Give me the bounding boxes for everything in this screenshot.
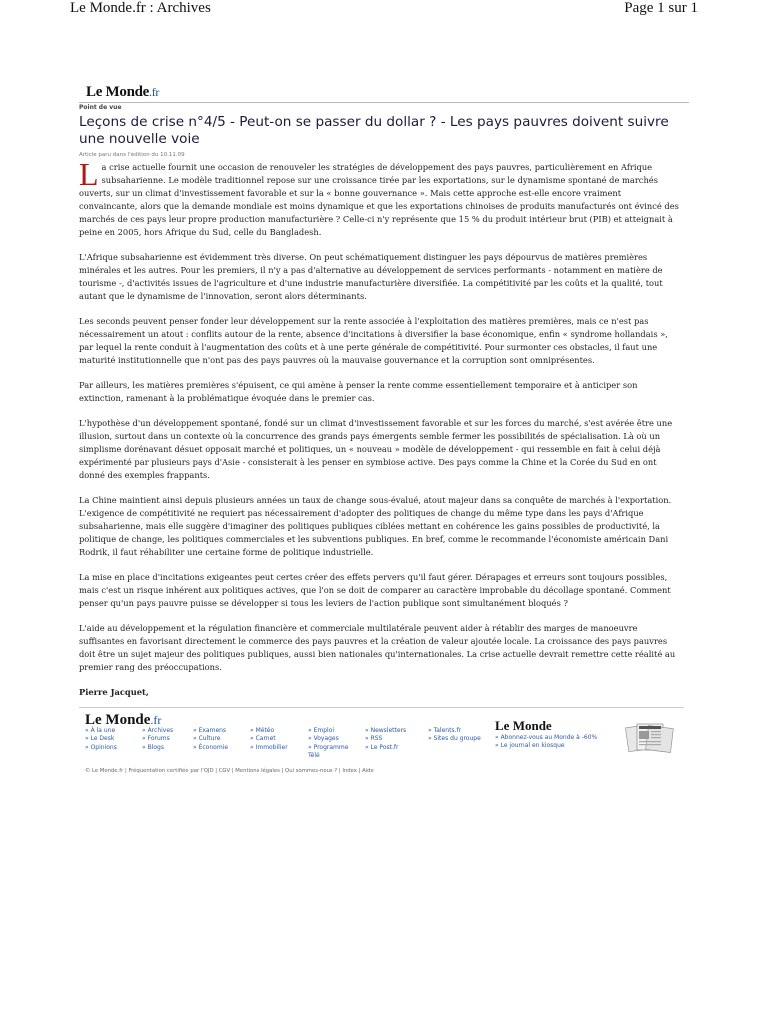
footer-link[interactable]: » Forums	[142, 735, 170, 743]
footer-logo-main: Le Monde	[85, 712, 151, 728]
newspaper-stack-icon	[625, 720, 675, 754]
footer-link[interactable]: » Blogs	[142, 743, 164, 751]
subscribe-link[interactable]: » Abonnez-vous au Monde à -60%	[495, 734, 598, 741]
page-counter: Page 1 sur 1	[624, 0, 698, 16]
footer-link[interactable]: Télé	[308, 752, 320, 760]
publication-date: Article paru dans l'édition du 10.11.09	[79, 152, 185, 158]
footer-link[interactable]: » Le Post.fr	[365, 743, 399, 751]
footer-link[interactable]: » Carnet	[250, 735, 276, 743]
footer-link[interactable]: » Économie	[193, 743, 229, 751]
footer-link[interactable]: » Emploi	[308, 727, 335, 734]
footer-link[interactable]: » Newsletters	[365, 727, 407, 734]
le-monde-logo[interactable]	[86, 84, 159, 101]
print-header	[0, 0, 768, 20]
footer-column-6	[365, 727, 406, 752]
footer-link[interactable]: » Culture	[193, 735, 221, 743]
footer-link[interactable]: » Examens	[193, 727, 227, 734]
footer-link[interactable]: » Voyages	[308, 735, 339, 743]
copyright-line: © Le Monde.fr | Fréquentation certifiée par l'OJD | CGV | Mentions légales | Qui sommes-nous ? | Index | Aide	[85, 768, 374, 774]
header-divider	[79, 102, 689, 103]
article-paragraph: L'hypothèse d'un développement spontané, fondé sur un climat d'investissement favorable et sur les forces du marché, s'est avérée être une illusion, surtout dans un contexte où la concurrence des grands pays émergents semble fermer les possibilités de spécialisation. Là où un simplisme dorénavant désuet opposait marché et politiques, un « nouveau » modèle de développement - qui ressemble en fait à celui déjà expérimenté par plusieurs pays d'Asie - consisterait à les penser en symbiose active. Des pays comme la Chine et la Corée du Sud en ont donné des exemples frappants.	[79, 418, 673, 480]
logo-suffix: .fr	[149, 85, 160, 99]
footer-column-7	[428, 727, 481, 744]
article-paragraph: L'aide au développement et la régulation financière et commerciale multilatérale peuvent aider à rétablir des marges de manoeuvre suffisantes en favorisant directement le commerce des pays pauvres et la création de valeur ajoutée locale. La croissance des pays pauvres doit être un sujet majeur des politiques publiques, aussi bien nationales qu'internationales. La crise actuelle devrait remettre cette réalité au premier rang des préoccupations.	[79, 623, 676, 672]
footer-column-4	[250, 727, 288, 752]
le-monde-subscription-box	[495, 718, 597, 751]
kiosk-link[interactable]: » Le journal en kiosque	[495, 742, 565, 750]
author-signature: Pierre Jacquet,	[79, 687, 149, 698]
footer-link[interactable]: » Le Desk	[85, 735, 115, 743]
footer-link[interactable]: » Programme	[308, 743, 349, 751]
footer-column-5	[308, 727, 348, 761]
footer-logo-suffix: .fr	[150, 713, 162, 727]
article-paragraph: Par ailleurs, les matières premières s'épuisent, ce qui amène à penser la rente comme essentiellement temporaire et à anticiper son extinction, ramenant à la problématique évoquée dans le premier cas.	[79, 379, 638, 403]
footer-link[interactable]: » RSS	[365, 735, 383, 743]
footer-link[interactable]: » Talents.fr	[428, 727, 462, 734]
footer-link[interactable]: » Opinions	[85, 743, 117, 751]
article-paragraph: Les seconds peuvent penser fonder leur développement sur la rente associée à l'exploitation des matières premières, mais ce n'est pas nécessairement un atout : conflits autour de la rente, absence d'incitations à diversifier la base économique, enfin « syndrome hollandais », par lequel la rente conduit à l'augmentation des coûts et à une perte générale de compétitivité. Pour surmonter ces obstacles, il faut une maturité institutionnelle que n'ont pas des pays pauvres où la mauvaise gouvernance et la corruption sont omniprésentes.	[79, 315, 668, 365]
logo-main: Le Monde	[86, 84, 150, 100]
article-paragraph: La Chine maintient ainsi depuis plusieurs années un taux de change sous-évalué, atout majeur dans sa conquête de marchés à l'exportation. L'exigence de compétitivité ne requiert pas nécessairement d'adopter des politiques de change du même type dans les pays d'Afrique subsaharienne, mais elle suggère d'imaginer des politiques publiques ciblées mettant en cohérence les gains possibles de productivité, la politique de change, les politiques commerciales et les subventions publiques. En bref, comme le recommande l'économiste américain Dani Rodrik, il faut réhabiliter une certaine forme de politique industrielle.	[79, 494, 672, 557]
footer-divider	[79, 707, 684, 708]
article-body	[79, 156, 680, 711]
footer-column-3	[193, 727, 228, 752]
le-monde-print-logo[interactable]: Le Monde	[495, 718, 552, 733]
section-label: Point de vue	[79, 104, 122, 111]
footer-link[interactable]: » Archives	[142, 727, 174, 734]
dropcap: L	[79, 156, 99, 192]
footer-column-2	[142, 727, 173, 752]
footer-column-1	[85, 727, 117, 752]
print-header-title: Le Monde.fr : Archives	[70, 0, 211, 16]
footer-link[interactable]: » Météo	[250, 727, 275, 734]
footer-link[interactable]: » Sites du groupe	[428, 735, 481, 743]
site-footer	[79, 712, 684, 772]
footer-link[interactable]: » À la une	[85, 727, 116, 734]
article-headline: Leçons de crise n°4/5 - Peut-on se passer du dollar ? - Les pays pauvres doivent suivre une nouvelle voie	[79, 114, 669, 147]
footer-link[interactable]: » Immobilier	[250, 743, 288, 751]
paragraph-text: a crise actuelle fournit une occasion de renouveler les stratégies de développement des pays pauvres, particulièrement en Afrique subsaharienne. Le modèle traditionnel repose sur une croissance tirée par les exportations, sur le dynamisme spontané de marchés ouverts, sur un climat d'investissement favorable et sur la « bonne gouvernance ». Mais cette approche est-elle encore vraiment convaincante, alors que la demande mondiale est moins dynamique et que les exportations chinoises de produits manufacturés ont évincé des marchés de ces pays leur propre production manufacturière ? Celle-ci n'y représente que 15 % du produit intérieur brut (PIB) et atteignait à peine en 2005, hors Afrique du Sud, celle du Bangladesh.	[79, 162, 679, 237]
article-paragraph: La mise en place d'incitations exigeantes peut certes créer des effets pervers qu'il faut gérer. Dérapages et erreurs sont toujours possibles, mais c'est un risque inhérent aux politiques actives, que l'on se doit de comparer au caractère improbable du décollage spontané. Comment penser qu'un pays pauvre puisse se développer si tous les leviers de l'action publique sont simultanément bloqués ?	[79, 571, 671, 608]
article-paragraph	[79, 156, 680, 238]
article-paragraph: L'Afrique subsaharienne est évidemment très diverse. On peut schématiquement distinguer les pays dépourvus de matières premières minérales et les autres. Pour les premiers, il n'y a pas d'alternative au développement de services performants - notamment en matière de tourisme -, d'activités issues de l'agriculture et d'une industrie manufacturière diversifiée. La compétitivité par les coûts et la qualité, tout autant que le dynamisme de l'innovation, seront alors déterminants.	[79, 251, 663, 301]
